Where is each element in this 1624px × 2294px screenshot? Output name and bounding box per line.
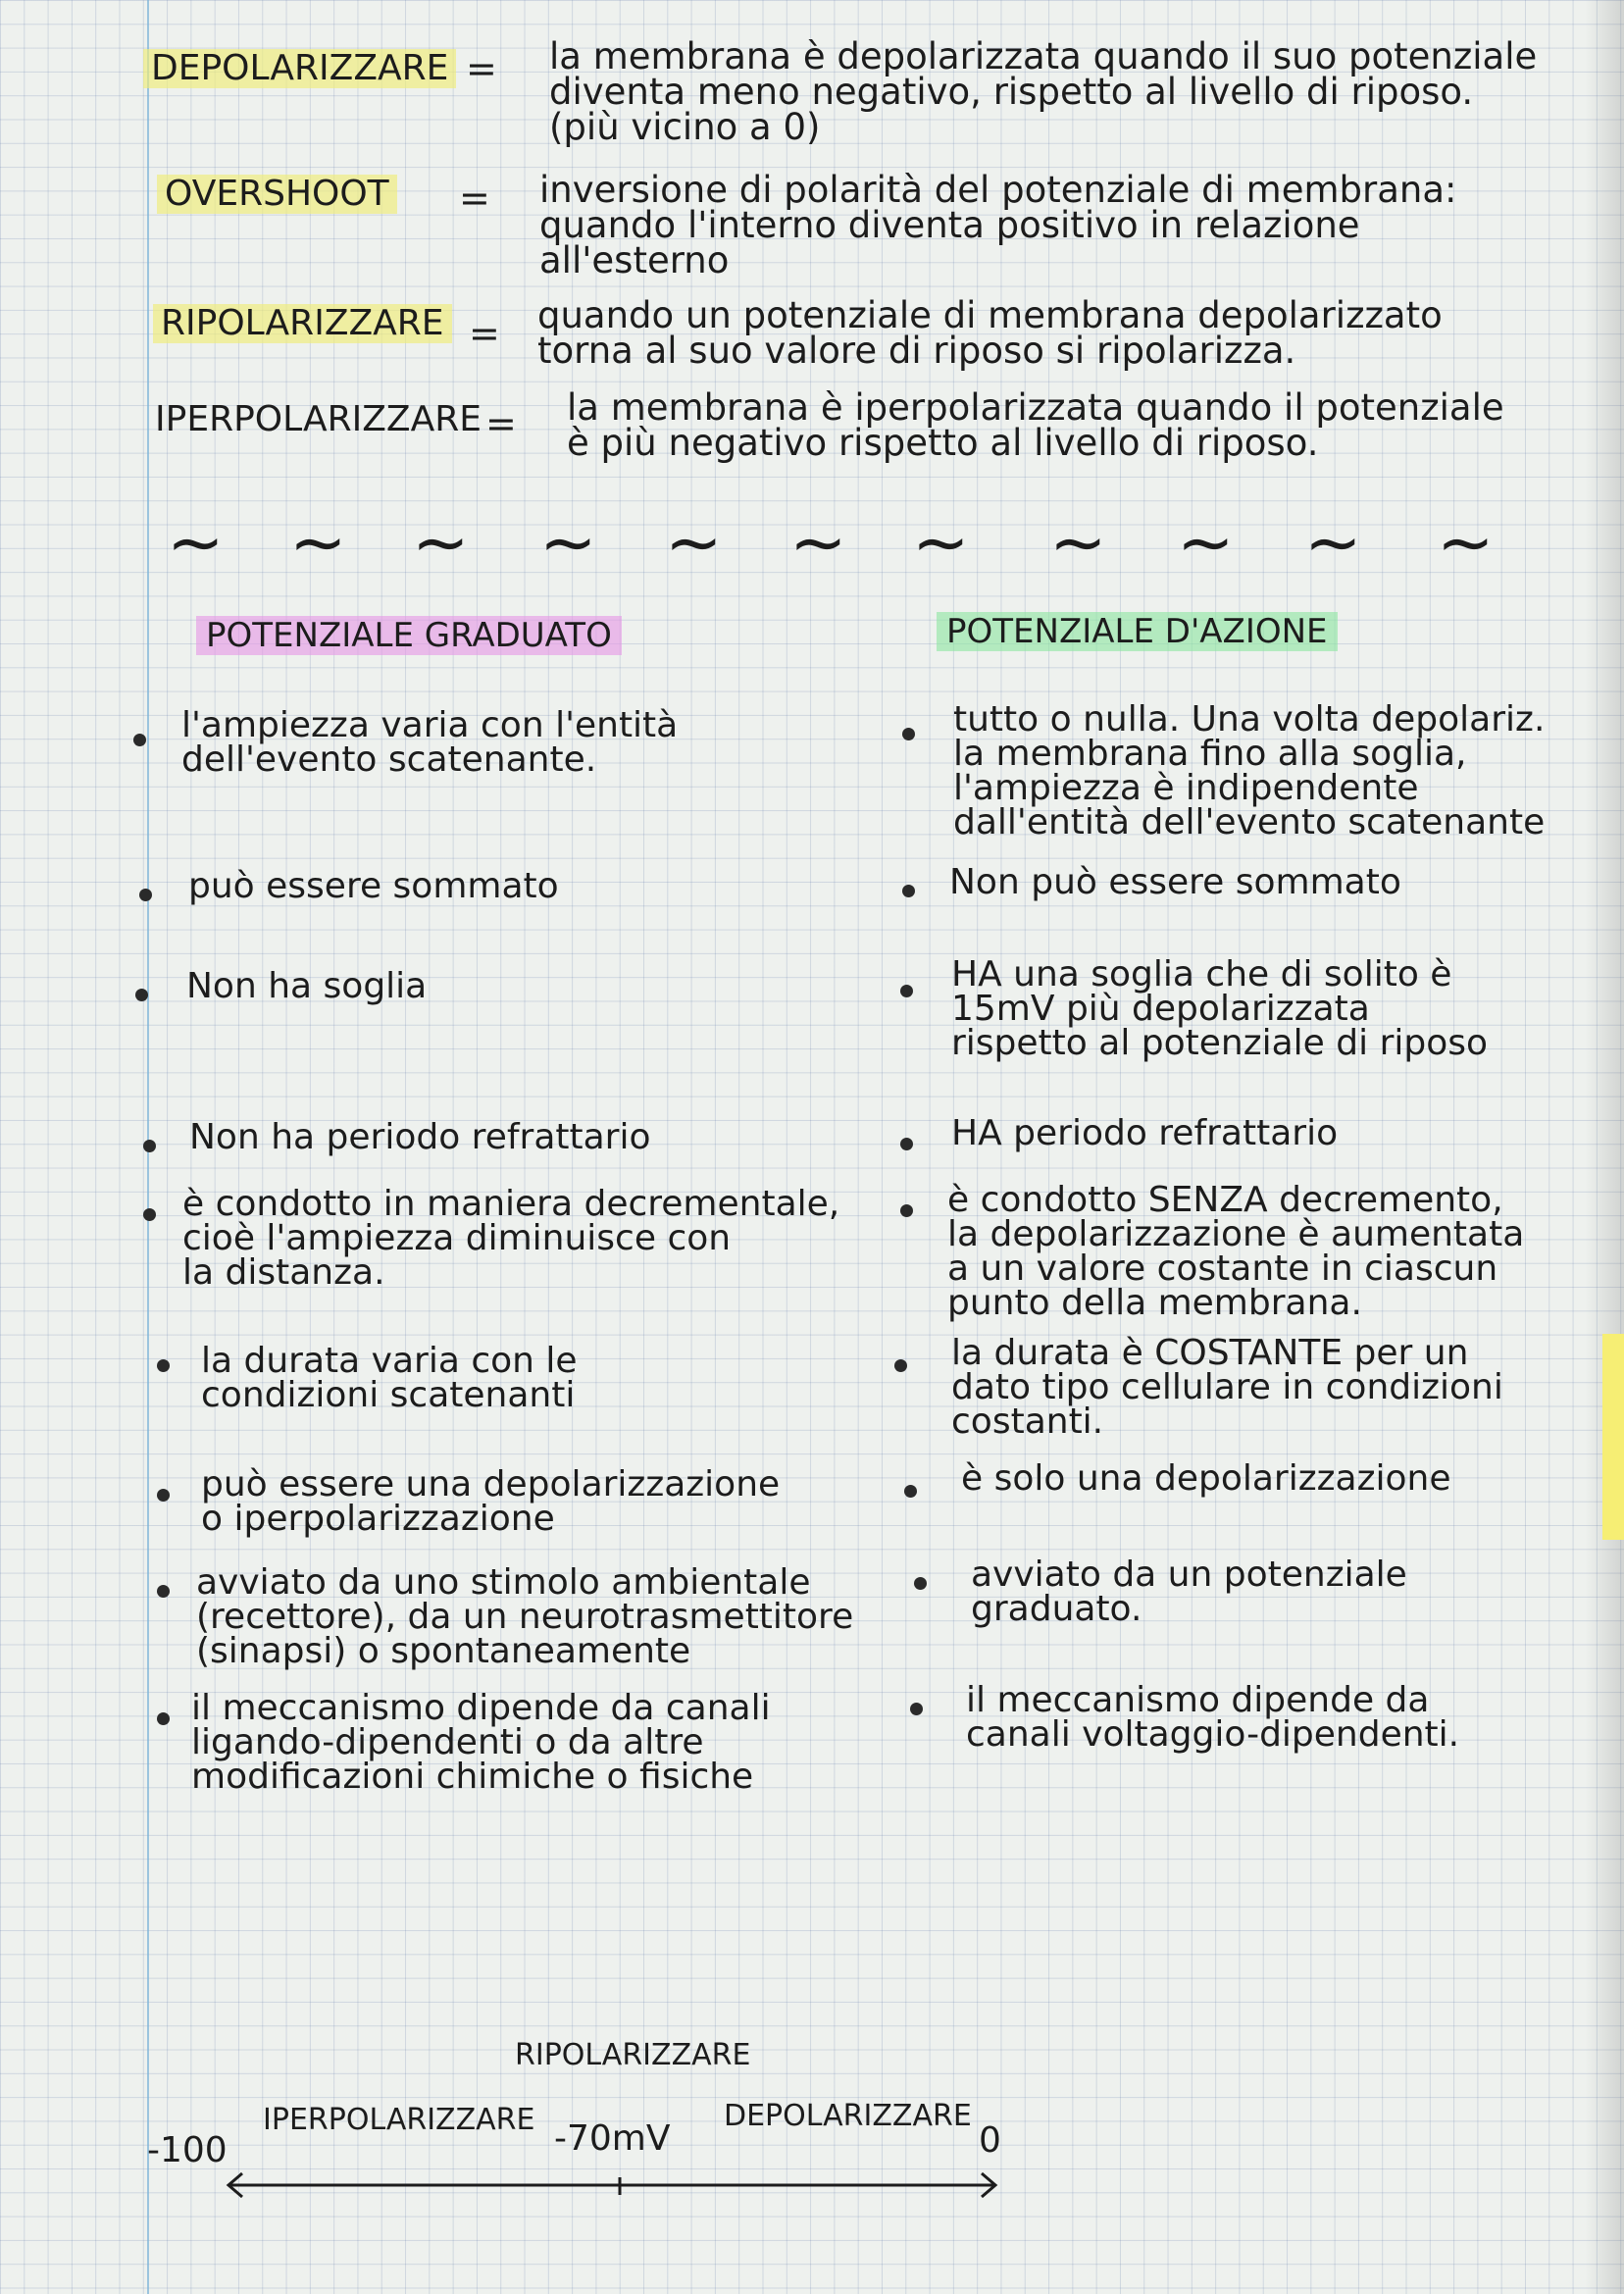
bullet [157,1359,170,1372]
scale-mid: -70mV [554,2118,671,2159]
definition-ripolarizzare: quando un potenziale di membrana depolarizzato torna al suo valore di riposo si ripolarizza. [537,294,1443,372]
bullet [902,728,915,740]
definition-overshoot: inversione di polarità del potenziale di membrana: quando l'interno diventa positivo in relazione all'esterno [539,169,1457,281]
bullet [902,885,915,897]
wave-glyph: ∼ [167,502,225,583]
scale-label-depolarizzare: DEPOLARIZZARE [724,2099,972,2133]
list-item: tutto o nulla. Una volta depolariz. la membrana fino alla soglia, l'ampiezza è indipendente dall'entità dell'evento scatenante [953,699,1546,842]
bullet [135,989,148,1001]
bullet [914,1577,927,1590]
list-item: è solo una depolarizzazione [961,1458,1451,1499]
list-item: l'ampiezza varia con l'entità dell'evento scatenante. [181,705,679,780]
wave-glyph: ∼ [1177,502,1235,583]
list-item: Non può essere sommato [949,862,1401,902]
sticky-note-tab [1602,1334,1624,1540]
list-item: avviato da uno stimolo ambientale (recettore), da un neurotrasmettitore (sinapsi) o spontaneamente [196,1562,854,1671]
wave-glyph: ∼ [289,502,347,583]
bullet [900,985,913,997]
scale-arrow [221,2166,1005,2205]
list-item: avviato da un potenziale graduato. [971,1555,1407,1629]
equals-sign: = [466,47,497,90]
wave-glyph: ∼ [789,502,847,583]
page-edge-shadow [1585,0,1624,2294]
list-item: è condotto SENZA decremento, la depolarizzazione è aumentata a un valore costante in ciascun punto della membrana. [947,1180,1525,1323]
bullet [910,1703,923,1715]
scale-label-iperpolarizzare: IPERPOLARIZZARE [263,2103,535,2137]
list-item: HA periodo refrattario [951,1113,1339,1153]
bullet [143,1208,156,1221]
definition-iperpolarizzare: la membrana è iperpolarizzata quando il potenziale è più negativo rispetto al livello di riposo. [567,386,1504,464]
bullet [900,1204,913,1217]
list-item: il meccanismo dipende da canali ligando-dipendenti o da altre modificazioni chimiche o fisiche [191,1688,771,1797]
list-item: è condotto in maniera decrementale, cioè l'ampiezza diminuisce con la distanza. [182,1184,840,1293]
bullet [139,889,152,901]
wave-glyph: ∼ [1437,502,1495,583]
heading-potenziale-graduato: POTENZIALE GRADUATO [196,616,622,655]
list-item: la durata varia con le condizioni scatenanti [201,1341,578,1415]
wave-glyph: ∼ [912,502,970,583]
bullet [904,1485,917,1498]
scale-max: 0 [979,2120,1001,2161]
bullet [157,1489,170,1502]
equals-sign: = [469,312,500,355]
heading-potenziale-azione: POTENZIALE D'AZIONE [937,612,1338,651]
wave-glyph: ∼ [1304,502,1362,583]
list-item: HA una soglia che di solito è 15mV più depolarizzata rispetto al potenziale di riposo [951,954,1489,1063]
bullet [157,1712,170,1725]
bullet [900,1138,913,1150]
wave-glyph: ∼ [412,502,470,583]
bullet [894,1359,907,1372]
wave-glyph: ∼ [539,502,597,583]
list-item: può essere una depolarizzazione o iperpolarizzazione [201,1464,781,1539]
bullet [133,734,146,746]
list-item: Non ha periodo refrattario [189,1117,651,1157]
list-item: la durata è COSTANTE per un dato tipo cellulare in condizioni costanti. [951,1333,1503,1442]
bullet [157,1585,170,1598]
term-iperpolarizzare: IPERPOLARIZZARE [155,399,482,439]
term-ripolarizzare: RIPOLARIZZARE [153,304,452,343]
bullet [143,1140,156,1152]
equals-sign: = [485,402,517,445]
term-depolarizzare: DEPOLARIZZARE [143,49,456,88]
list-item: può essere sommato [188,866,559,906]
definition-depolarizzare: la membrana è depolarizzata quando il suo potenziale diventa meno negativo, rispetto al livello di riposo. (più vicino a 0) [549,35,1538,148]
list-item: il meccanismo dipende da canali voltaggio-dipendenti. [966,1680,1460,1755]
term-overshoot: OVERSHOOT [157,175,397,214]
equals-sign: = [459,177,490,220]
wave-glyph: ∼ [665,502,723,583]
list-item: Non ha soglia [186,966,428,1006]
scale-min: -100 [147,2130,228,2170]
wave-glyph: ∼ [1049,502,1107,583]
scale-label-ripolarizzare: RIPOLARIZZARE [515,2038,751,2072]
